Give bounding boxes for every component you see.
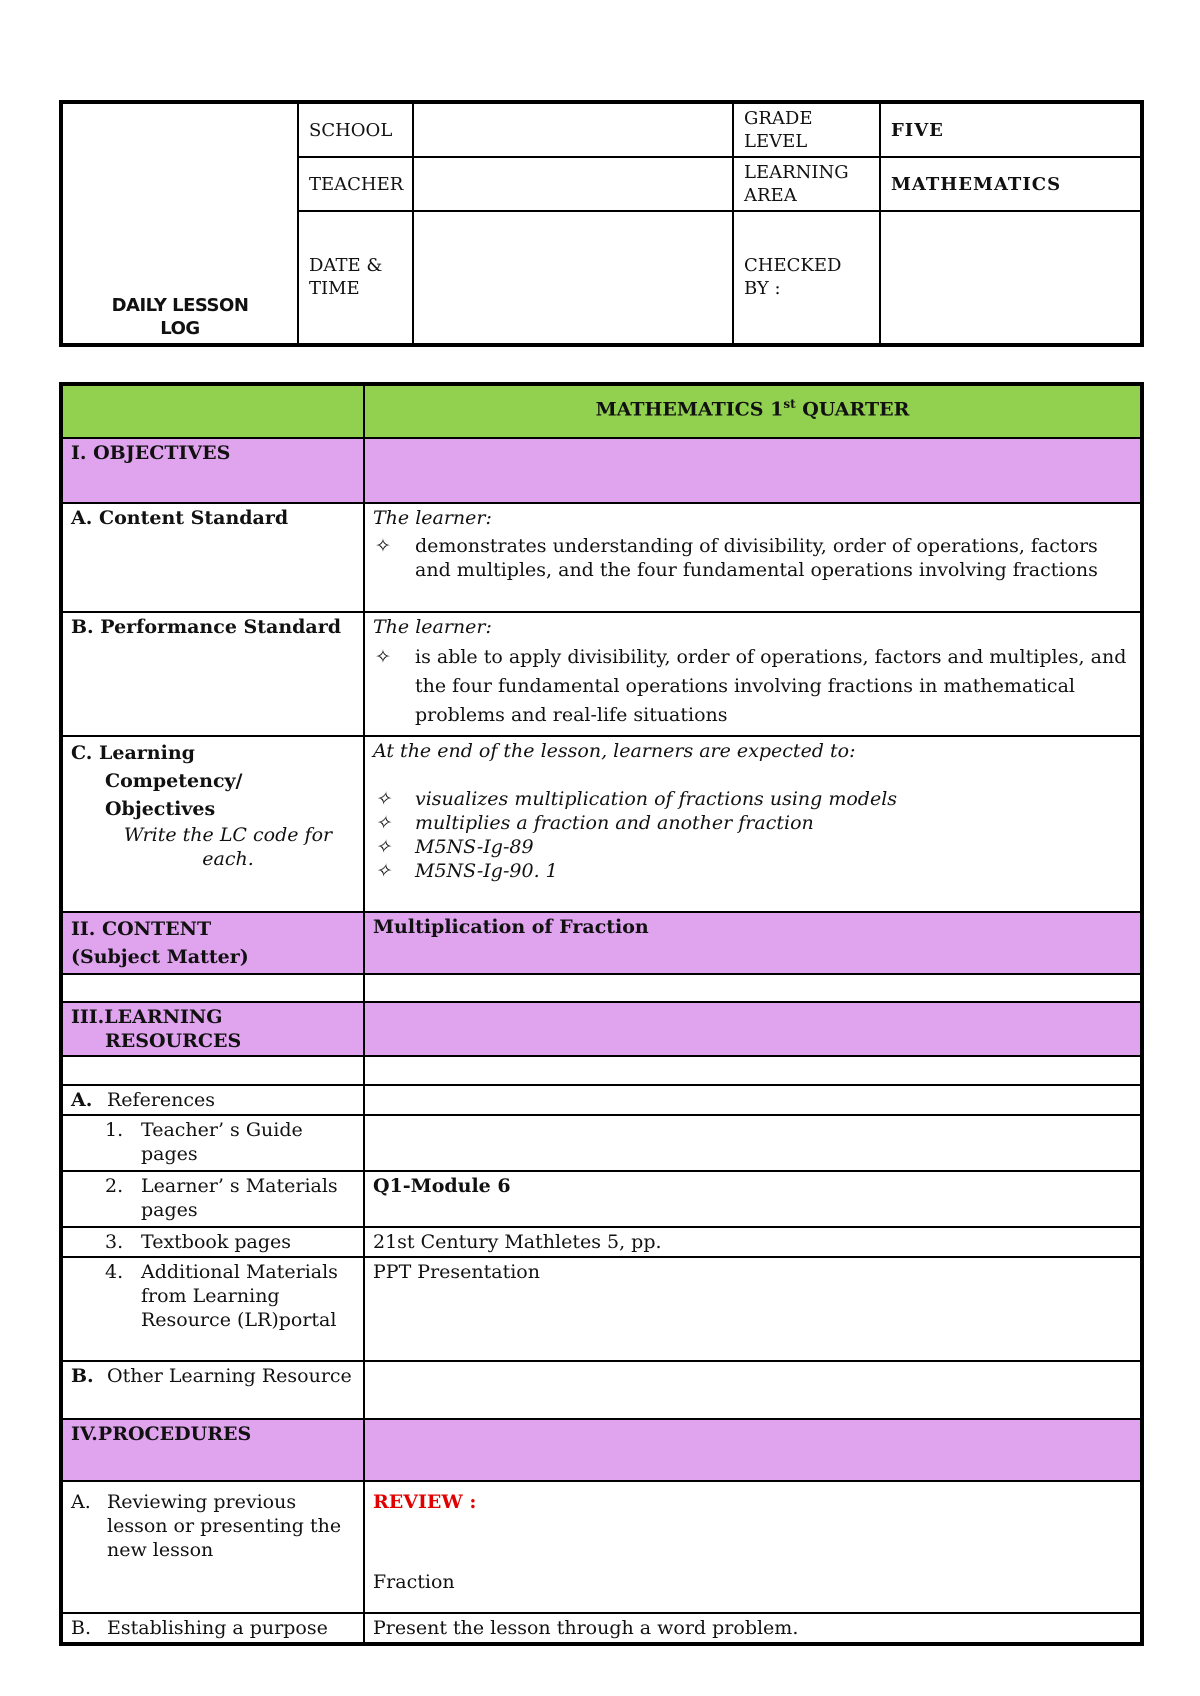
review-row bbox=[61, 1481, 1142, 1613]
competency-note: Write the LC code for each. bbox=[123, 824, 333, 870]
competency-label-1: C. Learning bbox=[71, 742, 195, 764]
content-standard-value bbox=[364, 503, 1142, 612]
competency-label-3: Objectives bbox=[105, 798, 216, 820]
review-value bbox=[364, 1481, 1142, 1613]
objectives-row bbox=[61, 438, 1142, 503]
textbook-label: 3. Textbook pages bbox=[61, 1227, 364, 1257]
other-resource-value bbox=[364, 1361, 1142, 1419]
resources-row bbox=[61, 1002, 1142, 1056]
lesson-table bbox=[59, 382, 1144, 1646]
performance-standard-intro: The learner: bbox=[373, 616, 492, 638]
list-item bbox=[373, 643, 1132, 730]
competency-label-cell bbox=[61, 736, 364, 912]
references-row bbox=[61, 1085, 1142, 1115]
procedures-value bbox=[364, 1419, 1142, 1481]
learners-materials-row bbox=[61, 1171, 1142, 1227]
review-heading: REVIEW : bbox=[373, 1491, 477, 1513]
additional-materials-label: 4. Additional Materials from Learning Resource (LR)portal bbox=[61, 1257, 364, 1361]
quarter-title: MATHEMATICS 1st QUARTER bbox=[364, 384, 1142, 438]
textbook-value: 21st Century Mathletes 5, pp. bbox=[364, 1227, 1142, 1257]
list-item: ✧ M5NS-Ig-90. 1 bbox=[375, 860, 558, 882]
star-bullet-icon: ✧ bbox=[375, 535, 391, 557]
teachers-guide-value bbox=[364, 1115, 1142, 1171]
content-label: II. CONTENT (Subject Matter) bbox=[61, 912, 364, 974]
resources-value bbox=[364, 1002, 1142, 1056]
grade-level-value[interactable]: FIVE bbox=[880, 102, 1142, 157]
purpose-row bbox=[61, 1613, 1142, 1644]
competency-row bbox=[61, 736, 1142, 912]
review-topic: Fraction bbox=[373, 1571, 455, 1593]
learners-materials-value: Q1-Module 6 bbox=[364, 1171, 1142, 1227]
teacher-value[interactable] bbox=[413, 157, 733, 211]
teacher-label: TEACHER bbox=[298, 157, 413, 211]
content-standard-intro: The learner: bbox=[373, 507, 492, 529]
date-time-value[interactable] bbox=[413, 211, 733, 345]
list-item bbox=[373, 534, 1132, 582]
performance-standard-text: is able to apply divisibility, order of operations, factors and multiples, and the four fundamental operations involving fractions in mathematical problems and real-life situations bbox=[415, 646, 1127, 726]
performance-standard-value bbox=[364, 612, 1142, 736]
objectives-label: I. OBJECTIVES bbox=[61, 438, 364, 503]
textbook-row bbox=[61, 1227, 1142, 1257]
blank-row bbox=[61, 974, 1142, 1002]
content-row bbox=[61, 912, 1142, 974]
review-label: A. Reviewing previous lesson or presenting the new lesson bbox=[61, 1481, 364, 1613]
learning-area-label: LEARNING AREA bbox=[733, 157, 880, 211]
additional-materials-row bbox=[61, 1257, 1142, 1361]
content-standard-row bbox=[61, 503, 1142, 612]
star-bullet-icon: ✧ bbox=[375, 860, 391, 882]
header-table bbox=[59, 100, 1144, 347]
checked-by-value[interactable] bbox=[880, 211, 1142, 345]
procedures-row bbox=[61, 1419, 1142, 1481]
checked-by-label: CHECKED BY : bbox=[733, 211, 880, 345]
objectives-value bbox=[364, 438, 1142, 503]
competency-value bbox=[364, 736, 1142, 912]
quarter-header-row bbox=[61, 384, 1142, 438]
competency-label-2: Competency/ bbox=[105, 770, 243, 792]
star-bullet-icon: ✧ bbox=[375, 836, 391, 858]
school-value[interactable] bbox=[413, 102, 733, 157]
procedures-label: IV.PROCEDURES bbox=[61, 1419, 364, 1481]
list-item: ✧ M5NS-Ig-89 bbox=[375, 836, 534, 858]
purpose-value: Present the lesson through a word problem. bbox=[364, 1613, 1142, 1644]
daily-lesson-log-title bbox=[61, 102, 298, 345]
additional-materials-value: PPT Presentation bbox=[364, 1257, 1142, 1361]
learning-area-value[interactable]: MATHEMATICS bbox=[880, 157, 1142, 211]
date-time-label: DATE & TIME bbox=[298, 211, 413, 345]
performance-standard-row bbox=[61, 612, 1142, 736]
list-item: ✧ visualizes multiplication of fractions using models bbox=[375, 788, 898, 810]
other-resource-label: B. Other Learning Resource bbox=[61, 1361, 364, 1419]
performance-standard-label: B. Performance Standard bbox=[61, 612, 364, 736]
title-line-1: DAILY LESSON bbox=[111, 295, 249, 316]
star-bullet-icon: ✧ bbox=[375, 788, 391, 810]
star-bullet-icon: ✧ bbox=[375, 812, 391, 834]
school-label: SCHOOL bbox=[298, 102, 413, 157]
content-standard-text: demonstrates understanding of divisibility, order of operations, factors and multiples, and the four fundamental operations involving fractions bbox=[415, 535, 1098, 581]
competency-intro: At the end of the lesson, learners are expected to: bbox=[373, 740, 856, 762]
teachers-guide-row bbox=[61, 1115, 1142, 1171]
title-line-2: LOG bbox=[160, 318, 200, 339]
references-label: A. References bbox=[61, 1085, 364, 1115]
star-bullet-icon: ✧ bbox=[375, 646, 391, 668]
teachers-guide-label: 1. Teacher’ s Guide pages bbox=[61, 1115, 364, 1171]
content-standard-label: A. Content Standard bbox=[61, 503, 364, 612]
learners-materials-label: 2. Learner’ s Materials pages bbox=[61, 1171, 364, 1227]
purpose-label: B. Establishing a purpose bbox=[61, 1613, 364, 1644]
other-resource-row bbox=[61, 1361, 1142, 1419]
list-item: ✧ multiplies a fraction and another fraction bbox=[375, 812, 814, 834]
blank-row bbox=[61, 1056, 1142, 1085]
grade-level-label: GRADE LEVEL bbox=[733, 102, 880, 157]
resources-label: III.LEARNING RESOURCES bbox=[61, 1002, 364, 1056]
quarter-header-blank bbox=[61, 384, 364, 438]
content-value: Multiplication of Fraction bbox=[364, 912, 1142, 974]
